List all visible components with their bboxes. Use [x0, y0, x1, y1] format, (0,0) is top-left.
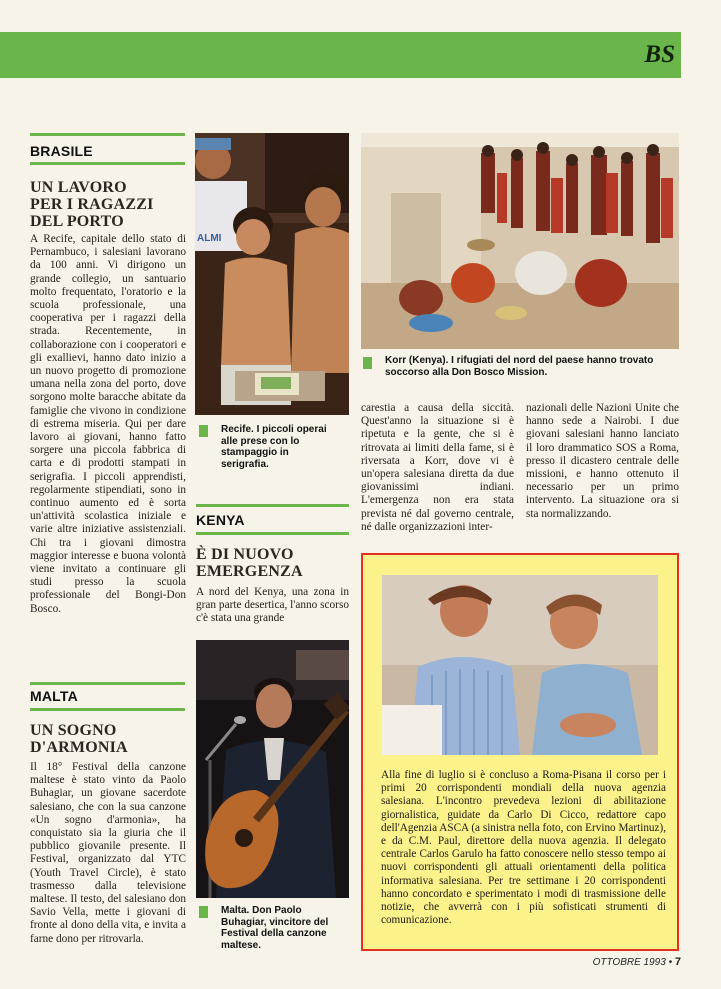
footer-separator: • [668, 957, 673, 968]
photo-correspondents [382, 575, 658, 755]
section-rule-bottom [30, 708, 185, 711]
article-body-kenya-col1: A nord del Kenya, una zona in gran parte desertica, l'anno scorso c'è stata una grande [196, 586, 349, 625]
headline-line: PER I RAGAZZI [30, 196, 154, 213]
section-rule-top [196, 504, 349, 507]
recife-photo-illustration [195, 133, 349, 415]
article-body-brasile: A Recife, capitale dello stato di Pernambuco, i salesiani lavorano da 100 anni. Vi dirigono un grande collegio, un santuario molto frequentato, l'oratorio e la scuola professionale, una cooperativa per i ragazzi della strada. Recentemente, in collaborazione con i cooperatori e gli exallievi, hanno dato inizio a un nuovo progetto di promozione umana nella zona del porto, dove sorgono molte baracche abitate da famiglie che vivono in condizione di estrema miseria. Qui per dare lavoro ai giovani, hanno fatto sorgere una piccola fabbrica di carta e di prodotti stampati in serigrafia. I piccoli apprendisti, regolarmente stipendiati, sono in continuo aumento ed è sorta un'attività scolastica iniziale e varie altre iniziative assistenziali. Chi tra i giovani dimostra maggior interesse e buona volontà viene invitato a continuare gli studi presso la scuola professionale del Bongi-Don Bosco. [30, 233, 186, 615]
magazine-tag: BS [644, 41, 675, 68]
headline-line: È DI NUOVO [196, 546, 294, 563]
section-rule-bottom [30, 162, 185, 165]
headline-line: UN SOGNO [30, 722, 117, 739]
article-body-kenya-col3: nazionali delle Nazioni Unite che hanno sede a Nairobi. I due giovani salesiani hanno lanciato il loro drammatico SOS a Roma, presso il dicastero centrale delle missioni, e hanno ottenuto il necessario per un primo intervento. La situazione ora si sta normalizzando. [526, 402, 679, 520]
article-body-malta: Il 18° Festival della canzone maltese è stato vinto da Paolo Buhagiar, un giovane sacerdote salesiano, che con la sua canzone «Un sogno d'armonia», ha conquistato sia la giuria che il pubblico giovanile presente. Il Festival, organizzato dal YTC (Youth Travel Circle), è stato trasmesso dalla televisione maltese. Il testo, del salesiano don Savio Vella, mette i giovani di fronte al dono della vita, e invita a farne dono per ritrovarla. [30, 761, 186, 945]
malta-photo-illustration [196, 640, 349, 898]
caption-malta: Malta. Don Paolo Buhagiar, vincitore del Festival della canzone maltese. [221, 905, 329, 951]
correspondents-photo-illustration [382, 575, 658, 755]
headline-line: DEL PORTO [30, 213, 124, 230]
section-rule-bottom [196, 532, 349, 535]
section-rule-top [30, 133, 185, 136]
section-rule-top [30, 682, 185, 685]
headline-brasile [30, 179, 190, 230]
page-number: 7 [674, 956, 681, 968]
headline-line: UN LAVORO [30, 179, 127, 196]
caption-marker [199, 425, 208, 437]
page-footer [593, 956, 681, 968]
footer-issue: OTTOBRE 1993 [592, 957, 666, 968]
korr-photo-illustration [361, 133, 679, 349]
headline-malta [30, 722, 190, 756]
photo-recife [195, 133, 349, 415]
caption-recife: Recife. I piccoli operai alle prese con lo stampaggio in serigrafia. [221, 424, 327, 470]
section-title-malta: MALTA [30, 688, 78, 704]
article-body-kenya-col2: carestia a causa della siccità. Quest'anno la situazione si è ripetuta e la gente, che si è ritrovata ai limiti della fame, si è riversata a Korr, dove vi è un'opera salesiana diretta da due giovanissimi indiani. L'emergenza non era stata prevista né dal governo centrale, né dalle organizzazioni inter- [361, 402, 514, 533]
news-box-text: Alla fine di luglio si è concluso a Roma-Pisana il corso per i primi 20 corrispondenti mondiali della nuova agenzia salesiana. L'incontro prevedeva lezioni di abilitazione giornalistica, guidate da Carlo Di Cicco, redattore capo dell'Agenzia ASCA (a sinistra nella foto, con Ervino Martinuz), e da C.M. Paul, direttore della nuova agenzia. Il delegato centrale Carlos Garulo ha fatto conoscere nello stesso tempo ai nuovi corrispondenti gli attuali orientamenti della politica informativa salesiana. Per tre settimane i 20 corrispondenti hanno concordato e sperimentato i modi di trasmissione delle notizie, che avverrà con i più sofisticati strumenti di comunicazione. [381, 769, 666, 927]
headline-line: D'ARMONIA [30, 739, 128, 756]
headline-line: EMERGENZA [196, 563, 303, 580]
headline-kenya [196, 546, 356, 580]
section-title-brasile: BRASILE [30, 143, 93, 159]
section-title-kenya: KENYA [196, 512, 245, 528]
caption-korr: Korr (Kenya). I rifugiati del nord del paese hanno trovato soccorso alla Don Bosco Mission. [385, 355, 654, 378]
shirt-print-text: ALMI [197, 233, 222, 244]
header-band [0, 32, 681, 78]
photo-korr [361, 133, 679, 349]
caption-marker [363, 357, 372, 369]
photo-malta [196, 640, 349, 898]
caption-marker [199, 906, 208, 918]
